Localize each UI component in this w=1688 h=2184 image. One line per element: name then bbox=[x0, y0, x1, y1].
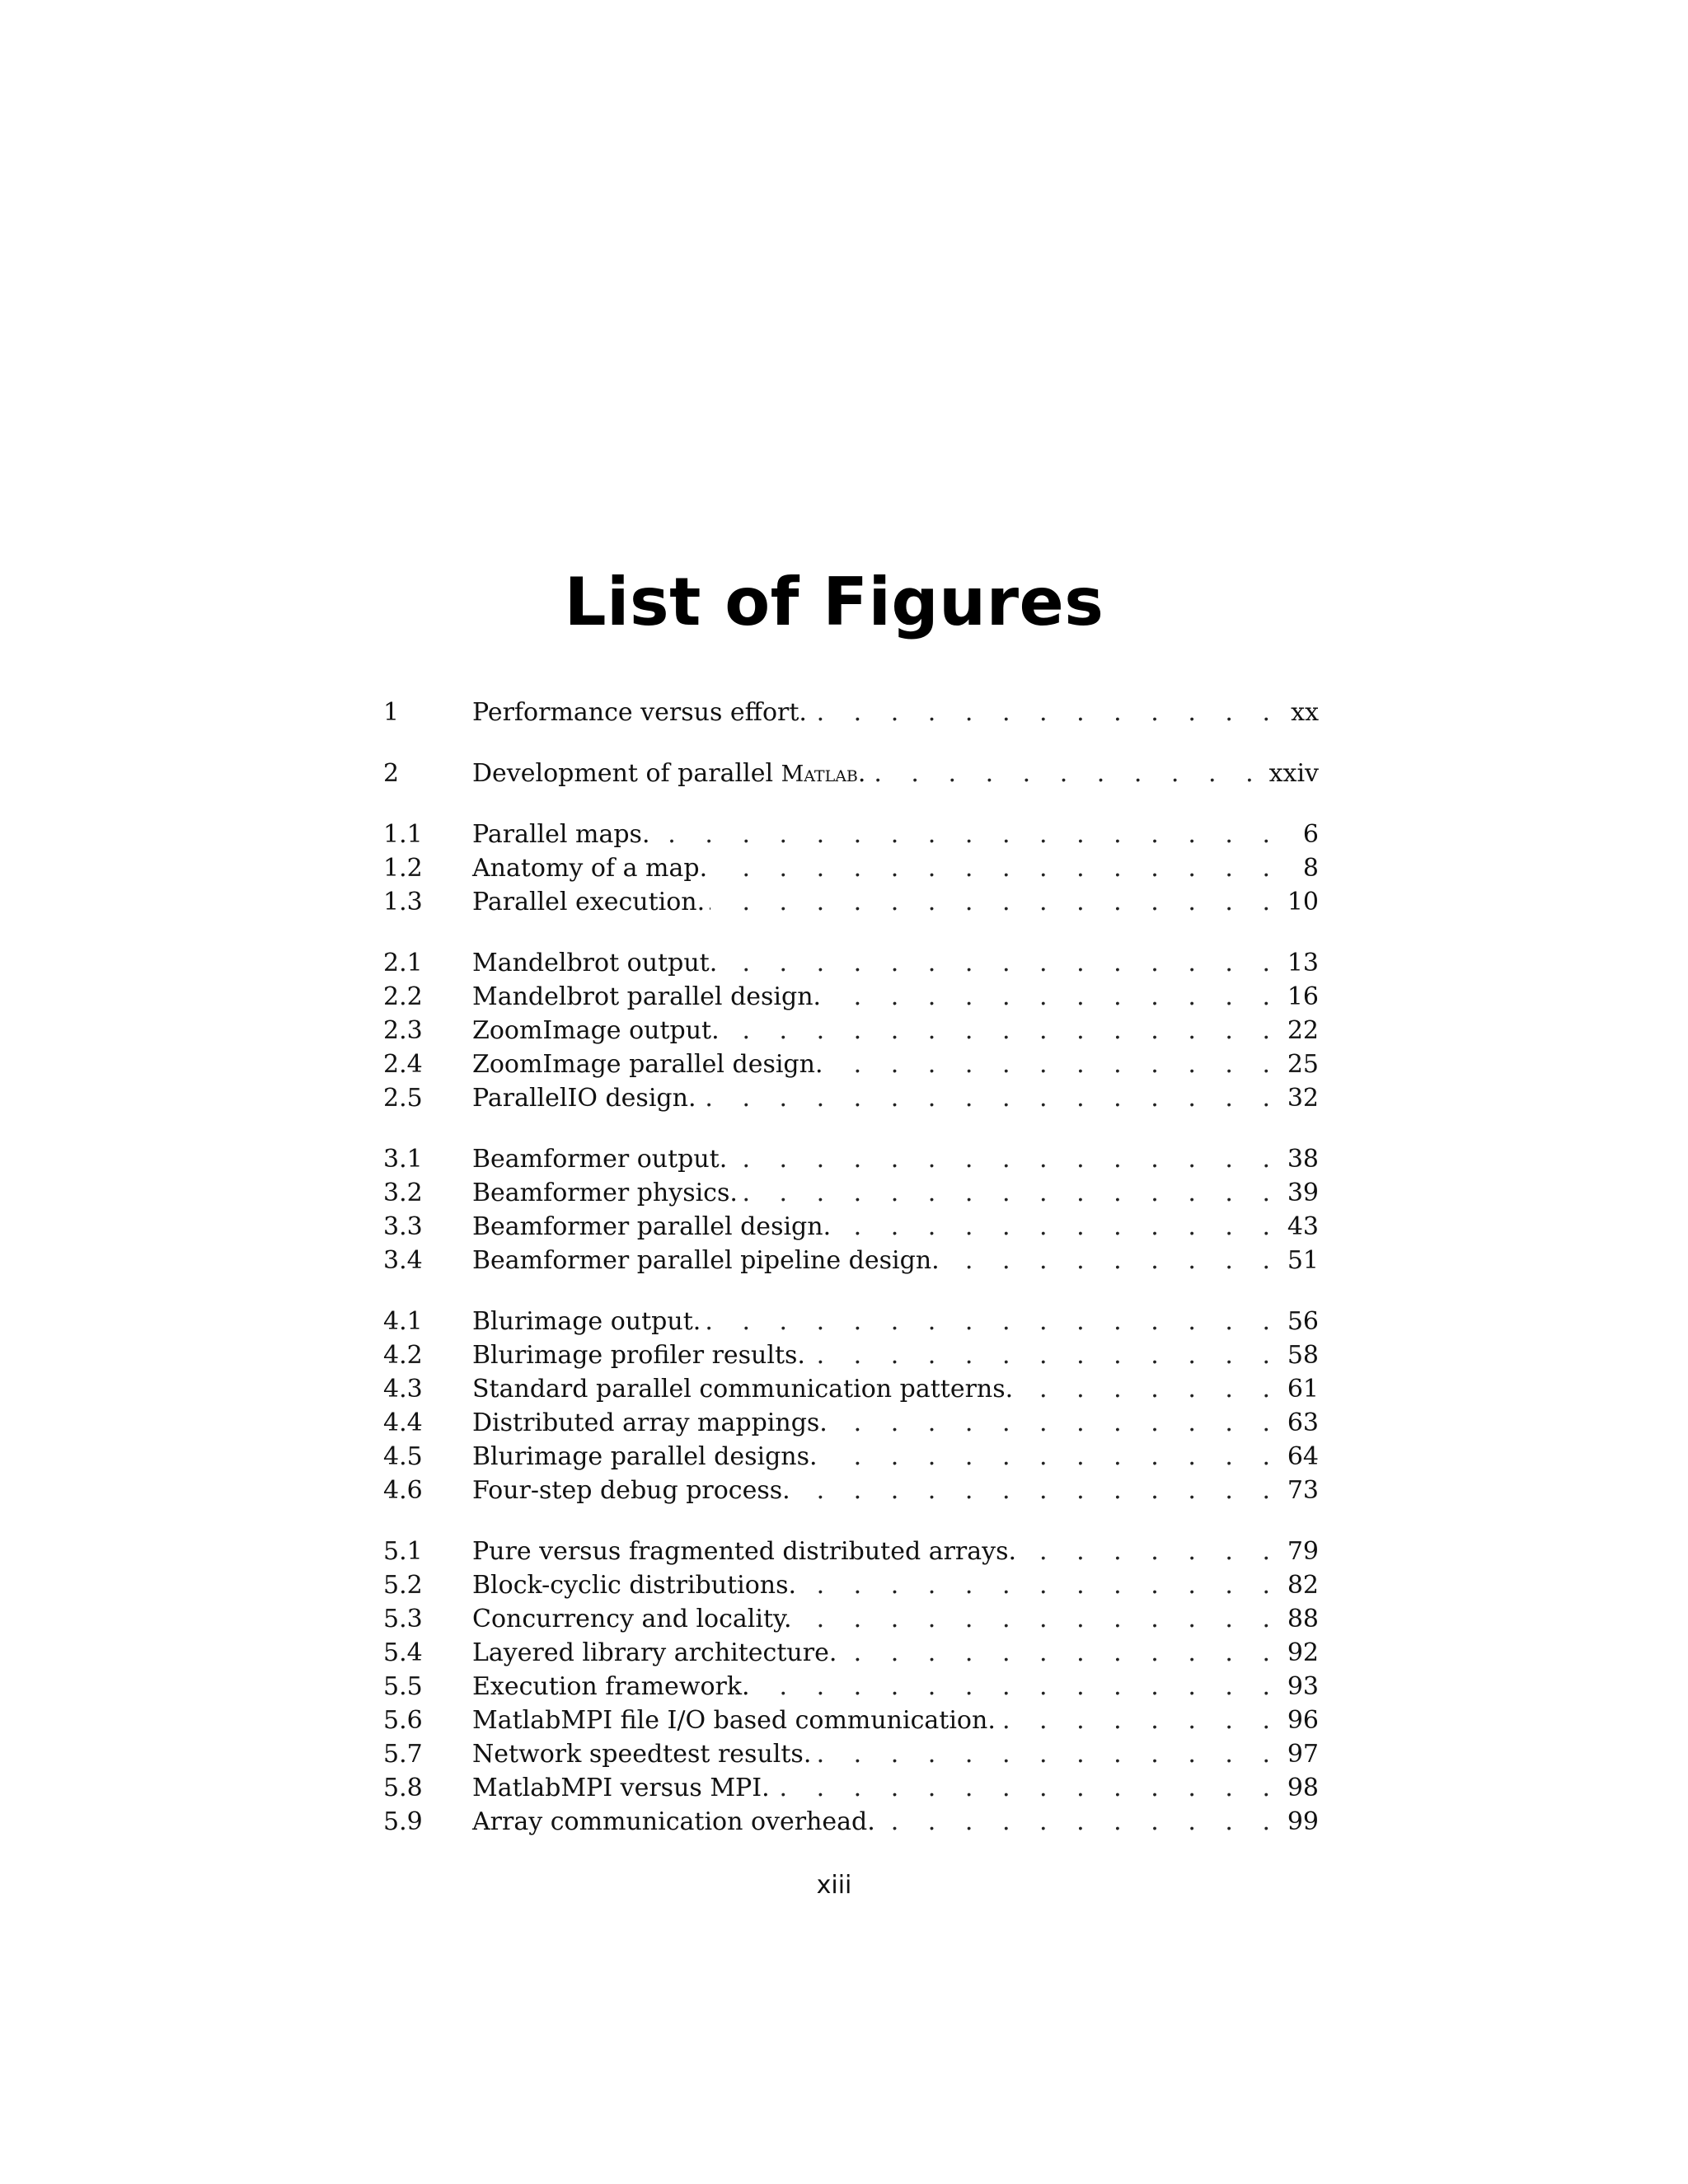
figure-page-number: 64 bbox=[1287, 1442, 1319, 1471]
figure-title: ZoomImage parallel design. bbox=[472, 1050, 823, 1079]
figure-page-number: 82 bbox=[1287, 1571, 1319, 1600]
figure-entry[interactable] bbox=[383, 1047, 1319, 1081]
figure-title: Execution framework. bbox=[472, 1672, 750, 1701]
figure-page-number: 63 bbox=[1287, 1408, 1319, 1437]
dot-leader bbox=[710, 885, 1281, 919]
figure-number: 5.4 bbox=[383, 1638, 423, 1667]
dot-leader bbox=[810, 1338, 1281, 1372]
dot-leader bbox=[655, 818, 1282, 851]
figure-number: 2.2 bbox=[383, 982, 423, 1011]
figure-number: 1 bbox=[383, 698, 400, 727]
figure-group bbox=[383, 1535, 1319, 1839]
figure-page-number: 56 bbox=[1287, 1307, 1319, 1336]
figure-title: Anatomy of a map. bbox=[472, 854, 708, 883]
figure-entry[interactable] bbox=[383, 1176, 1319, 1210]
figure-number: 2.5 bbox=[383, 1084, 423, 1113]
figure-page-number: 32 bbox=[1287, 1084, 1319, 1113]
figure-page-number: 10 bbox=[1287, 888, 1319, 916]
figure-number: 1.3 bbox=[383, 888, 423, 916]
figure-page-number: 22 bbox=[1287, 1016, 1319, 1045]
figure-title: Blurimage profiler results. bbox=[472, 1341, 805, 1370]
figure-group bbox=[383, 1142, 1319, 1277]
page-title: List of Figures bbox=[564, 563, 1104, 640]
figure-title: Performance versus effort. bbox=[472, 698, 807, 727]
figure-entry[interactable] bbox=[383, 1406, 1319, 1440]
figure-title: Pure versus fragmented distributed arrays. bbox=[472, 1537, 1017, 1566]
figure-page-number: 79 bbox=[1287, 1537, 1319, 1566]
figure-title: Network speedtest results. bbox=[472, 1740, 812, 1769]
page-number: xiii bbox=[816, 1871, 852, 1900]
figure-title bbox=[472, 757, 865, 791]
figure-page-number: 8 bbox=[1302, 854, 1319, 883]
figure-entry[interactable] bbox=[383, 1535, 1319, 1568]
figure-title: Four-step debug process. bbox=[472, 1476, 790, 1505]
figure-number: 5.6 bbox=[383, 1706, 423, 1735]
figure-title: Parallel execution. bbox=[472, 888, 706, 916]
figure-entry[interactable] bbox=[383, 1142, 1319, 1176]
figure-group bbox=[383, 1305, 1319, 1507]
figure-number: 5.3 bbox=[383, 1605, 423, 1633]
dot-leader bbox=[836, 1210, 1281, 1244]
figure-number: 4.5 bbox=[383, 1442, 423, 1471]
figure-group bbox=[383, 696, 1319, 729]
dot-leader bbox=[828, 1047, 1282, 1081]
figure-entry[interactable] bbox=[383, 1305, 1319, 1338]
dot-leader bbox=[722, 946, 1281, 980]
figure-page-number: xx bbox=[1291, 698, 1319, 727]
figure-entry[interactable] bbox=[383, 1602, 1319, 1636]
figure-title: Distributed array mappings. bbox=[472, 1408, 828, 1437]
figure-title: Beamformer physics. bbox=[472, 1179, 738, 1207]
dot-leader bbox=[706, 1305, 1281, 1338]
figure-title: Block-cyclic distributions. bbox=[472, 1571, 797, 1600]
figure-number: 4.3 bbox=[383, 1375, 423, 1404]
figure-title: Concurrency and locality. bbox=[472, 1605, 792, 1633]
figure-title: Beamformer parallel design. bbox=[472, 1212, 832, 1241]
dot-leader bbox=[724, 1014, 1281, 1047]
figure-number: 5.1 bbox=[383, 1537, 423, 1566]
figure-entry[interactable] bbox=[383, 851, 1319, 885]
dot-leader bbox=[880, 1805, 1281, 1839]
figure-page-number: xxiv bbox=[1268, 759, 1319, 788]
figure-entry[interactable] bbox=[383, 946, 1319, 980]
figure-page-number: 39 bbox=[1287, 1179, 1319, 1207]
figure-page-number: 88 bbox=[1287, 1605, 1319, 1633]
dot-leader bbox=[797, 1602, 1281, 1636]
dot-leader bbox=[1018, 1372, 1281, 1406]
figure-title: Beamformer output. bbox=[472, 1145, 728, 1174]
dot-leader bbox=[842, 1636, 1281, 1670]
figure-entry[interactable] bbox=[383, 1014, 1319, 1047]
figure-title-smallcaps: Matlab bbox=[781, 762, 858, 787]
figure-title: Parallel maps. bbox=[472, 820, 650, 849]
figure-entry[interactable] bbox=[383, 1210, 1319, 1244]
figure-group bbox=[383, 818, 1319, 919]
dot-leader bbox=[743, 1176, 1281, 1210]
figure-title: Mandelbrot output. bbox=[472, 949, 718, 977]
figure-number: 5.7 bbox=[383, 1740, 423, 1769]
figure-entry[interactable] bbox=[383, 1704, 1319, 1737]
figure-page-number: 38 bbox=[1287, 1145, 1319, 1174]
dot-leader bbox=[775, 1771, 1281, 1805]
figure-entry[interactable] bbox=[383, 1805, 1319, 1839]
dot-leader bbox=[945, 1244, 1281, 1277]
figure-number: 4.2 bbox=[383, 1341, 423, 1370]
figure-page-number: 73 bbox=[1287, 1476, 1319, 1505]
dot-leader bbox=[1001, 1704, 1281, 1737]
figure-title: ParallelIO design. bbox=[472, 1084, 696, 1113]
figure-title: Blurimage output. bbox=[472, 1307, 701, 1336]
figure-number: 4.6 bbox=[383, 1476, 423, 1505]
figure-number: 5.2 bbox=[383, 1571, 423, 1600]
figure-entry[interactable] bbox=[383, 1081, 1319, 1115]
figure-number: 2.3 bbox=[383, 1016, 423, 1045]
dot-leader bbox=[755, 1670, 1281, 1704]
figure-number: 4.1 bbox=[383, 1307, 423, 1336]
dot-leader bbox=[1021, 1535, 1281, 1568]
dot-leader bbox=[801, 1568, 1281, 1602]
figure-page-number: 98 bbox=[1287, 1774, 1319, 1802]
figure-number: 5.8 bbox=[383, 1774, 423, 1802]
figure-entry[interactable] bbox=[383, 1771, 1319, 1805]
figure-entry[interactable] bbox=[383, 1440, 1319, 1474]
figure-entry[interactable] bbox=[383, 696, 1319, 729]
figure-page-number: 6 bbox=[1302, 820, 1319, 849]
figure-group bbox=[383, 757, 1319, 790]
figure-title: Standard parallel communication patterns. bbox=[472, 1375, 1014, 1404]
figure-number: 4.4 bbox=[383, 1408, 423, 1437]
figure-page-number: 99 bbox=[1287, 1807, 1319, 1836]
figure-page-number: 16 bbox=[1287, 982, 1319, 1011]
dot-leader bbox=[832, 1406, 1281, 1440]
figure-entry[interactable] bbox=[383, 1737, 1319, 1771]
figure-entry[interactable] bbox=[383, 1568, 1319, 1602]
dot-leader bbox=[823, 1440, 1281, 1474]
dot-leader bbox=[712, 851, 1281, 885]
figure-entry[interactable] bbox=[383, 885, 1319, 919]
figure-number: 3.4 bbox=[383, 1246, 423, 1275]
figure-entry[interactable] bbox=[383, 1338, 1319, 1372]
figure-number: 1.1 bbox=[383, 820, 423, 849]
figure-entry[interactable] bbox=[383, 1670, 1319, 1704]
figure-page-number: 43 bbox=[1287, 1212, 1319, 1241]
figure-entry[interactable] bbox=[383, 1244, 1319, 1277]
figure-title: Array communication overhead. bbox=[472, 1807, 875, 1836]
figure-title: Beamformer parallel pipeline design. bbox=[472, 1246, 940, 1275]
figure-page-number: 25 bbox=[1287, 1050, 1319, 1079]
figure-title: Blurimage parallel designs. bbox=[472, 1442, 818, 1471]
figure-page-number: 96 bbox=[1287, 1706, 1319, 1735]
figure-number: 3.1 bbox=[383, 1145, 423, 1174]
figure-title: MatlabMPI file I/O based communication. bbox=[472, 1706, 996, 1735]
figure-page-number: 13 bbox=[1287, 949, 1319, 977]
figure-entry[interactable] bbox=[383, 1636, 1319, 1670]
figure-page-number: 61 bbox=[1287, 1375, 1319, 1404]
figure-title: ZoomImage output. bbox=[472, 1016, 720, 1045]
figure-title-text: . bbox=[857, 759, 866, 788]
figure-number: 5.5 bbox=[383, 1672, 423, 1701]
dot-leader bbox=[826, 980, 1281, 1014]
figure-page-number: 58 bbox=[1287, 1341, 1319, 1370]
figure-group bbox=[383, 946, 1319, 1115]
figure-page-number: 97 bbox=[1287, 1740, 1319, 1769]
figure-number: 3.3 bbox=[383, 1212, 423, 1241]
list-of-figures bbox=[383, 696, 1319, 1866]
figure-entry[interactable] bbox=[383, 757, 1319, 790]
figure-number: 1.2 bbox=[383, 854, 423, 883]
figure-title-text: Development of parallel bbox=[472, 759, 781, 788]
figure-number: 5.9 bbox=[383, 1807, 423, 1836]
dot-leader bbox=[795, 1474, 1281, 1507]
figure-page-number: 51 bbox=[1287, 1246, 1319, 1275]
dot-leader bbox=[812, 696, 1281, 729]
dot-leader bbox=[816, 1737, 1281, 1771]
figure-title: MatlabMPI versus MPI. bbox=[472, 1774, 770, 1802]
figure-page-number: 92 bbox=[1287, 1638, 1319, 1667]
figure-number: 3.2 bbox=[383, 1179, 423, 1207]
figure-entry[interactable] bbox=[383, 980, 1319, 1014]
figure-entry[interactable] bbox=[383, 1372, 1319, 1406]
figure-entry[interactable] bbox=[383, 818, 1319, 851]
figure-title: Layered library architecture. bbox=[472, 1638, 837, 1667]
dot-leader bbox=[732, 1142, 1281, 1176]
figure-page-number: 93 bbox=[1287, 1672, 1319, 1701]
figure-number: 2.1 bbox=[383, 949, 423, 977]
figure-title: Mandelbrot parallel design. bbox=[472, 982, 822, 1011]
dot-leader bbox=[701, 1081, 1281, 1115]
figure-number: 2 bbox=[383, 759, 400, 788]
figure-number: 2.4 bbox=[383, 1050, 423, 1079]
figure-entry[interactable] bbox=[383, 1474, 1319, 1507]
dot-leader bbox=[870, 757, 1264, 790]
